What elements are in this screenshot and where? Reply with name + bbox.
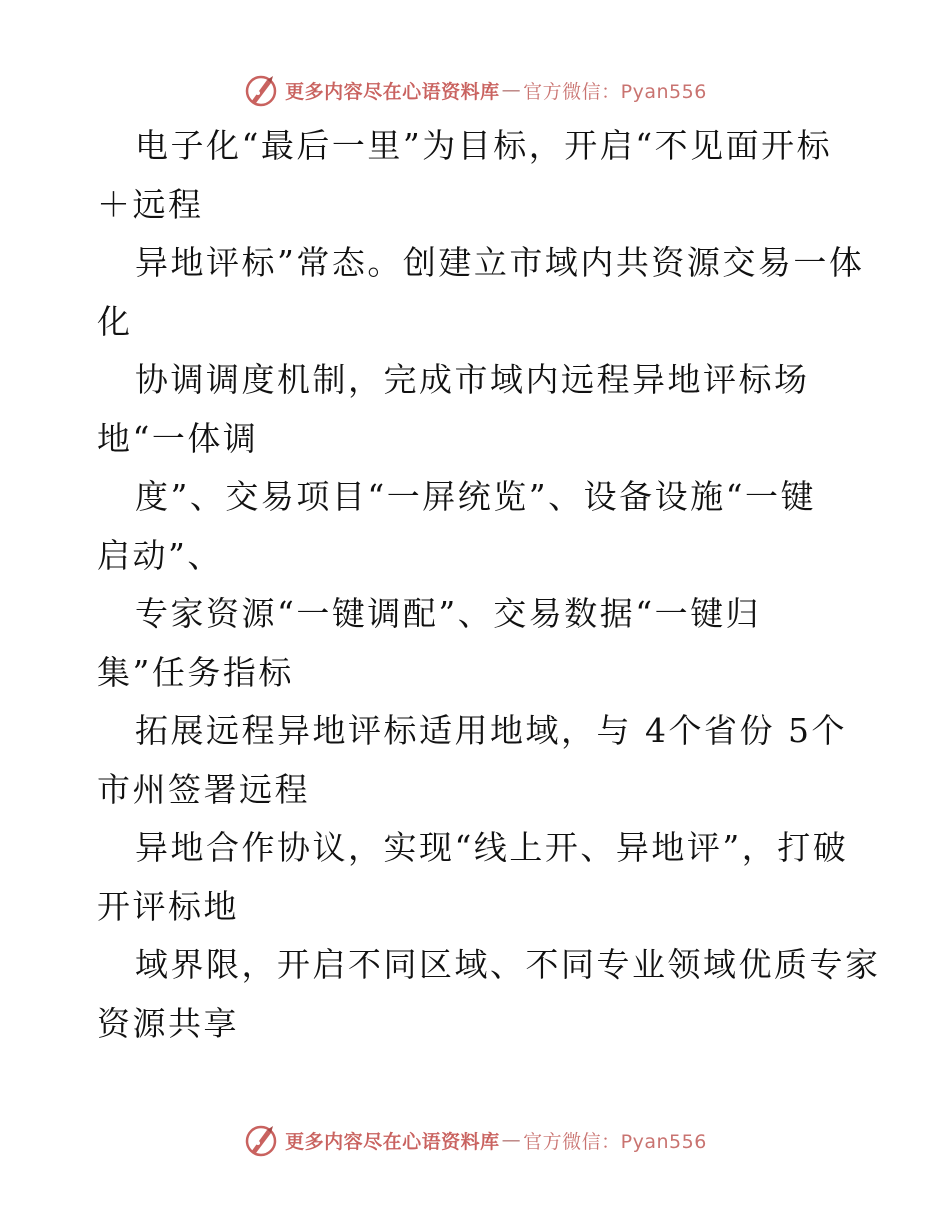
text-line: 拓展远程异地评标适用地域，与 4个省份 5个 xyxy=(135,711,847,750)
watermark-wechat-text: 官方微信：Pyan556 xyxy=(523,1130,707,1153)
text-line: ＋远程 xyxy=(97,184,204,224)
quill-pen-logo-icon xyxy=(243,72,279,108)
text-line: 集”任务指标 xyxy=(97,652,294,692)
text-line: 资源共享 xyxy=(97,1003,239,1043)
text-line: 度”、交易项目“一屏统览”、设备设施“一键 xyxy=(135,477,816,516)
header-watermark xyxy=(0,70,950,110)
document-body xyxy=(97,117,881,1053)
watermark-separator: — xyxy=(501,79,522,101)
watermark-separator: — xyxy=(501,1129,522,1151)
text-line: 域界限，开启不同区域、不同专业领域优质专家 xyxy=(135,945,881,984)
text-line: 地“一体调 xyxy=(97,418,259,458)
watermark-wechat-text: 官方微信：Pyan556 xyxy=(523,80,707,103)
text-line: 协调调度机制，完成市域内远程异地评标场 xyxy=(135,360,810,399)
text-line: 开评标地 xyxy=(97,886,239,926)
watermark-main-text: 更多内容尽在心语资料库 xyxy=(285,80,500,103)
footer-watermark xyxy=(0,1120,950,1160)
quill-pen-logo-icon xyxy=(243,1122,279,1158)
watermark-main-text: 更多内容尽在心语资料库 xyxy=(285,1130,500,1153)
text-line: 专家资源“一键调配”、交易数据“一键归 xyxy=(135,594,762,633)
text-line: 化 xyxy=(97,301,133,341)
text-line: 异地评标”常态。创建立市域内共资源交易一体 xyxy=(135,243,865,282)
text-line: 电子化“最后一里”为目标，开启“不见面开标 xyxy=(135,126,833,165)
text-line: 启动”、 xyxy=(97,535,223,575)
text-line: 市州签署远程 xyxy=(97,769,310,809)
text-line: 异地合作协议，实现“线上开、异地评”，打破 xyxy=(135,828,849,867)
